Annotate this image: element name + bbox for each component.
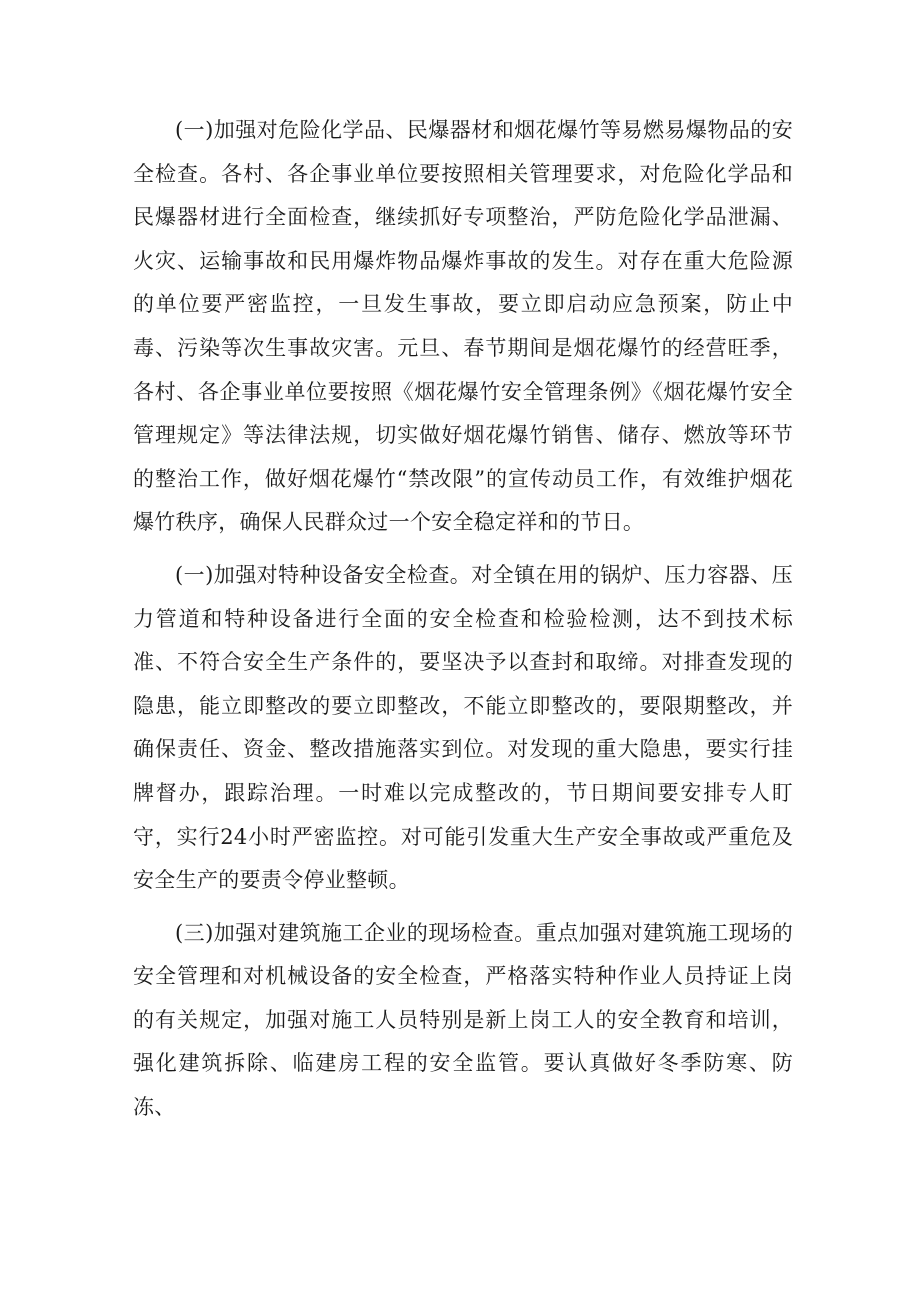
paragraph-hazardous-materials: (一)加强对危险化学品、民爆器材和烟花爆竹等易燃易爆物品的安全检查。各村、各企事业单位要按照相关管理要求，对危险化学品和民爆器材进行全面检查，继续抓好专项整治，严防危险化学品泄漏、火灾、运输事故和民用爆炸物品爆炸事故的发生。对存在重大危险源的单位要严密监控，一旦发生事故，要立即启动应急预案，防止中毒、污染等次生事故灾害。元旦、春节期间是烟花爆竹的经营旺季，各村、各企事业单位要按照《烟花爆竹安全管理条例》《烟花爆竹安全管理规定》等法律法规，切实做好烟花爆竹销售、储存、燃放等环节的整治工作，做好烟花爆竹“禁改限”的宣传动员工作，有效维护烟花爆竹秩序，确保人民群众过一个安全稳定祥和的节日。 [133,118,793,535]
paragraph-special-equipment: (一)加强对特种设备安全检查。对全镇在用的锅炉、压力容器、压力管道和特种设备进行全面的安全检查和检验检测，达不到技术标准、不符合安全生产条件的，要坚决予以查封和取缔。对排查发现的隐患，能立即整改的要立即整改，不能立即整改的，要限期整改，并确保责任、资金、整改措施落实到位。对发现的重大隐患，要实行挂牌督办，跟踪治理。一时难以完成整改的，节日期间要安排专人盯守，实行24小时严密监控。对可能引发重大生产安全事故或严重危及安全生产的要责令停业整顿。 [133,562,793,893]
paragraph-construction-sites: (三)加强对建筑施工企业的现场检查。重点加强对建筑施工现场的安全管理和对机械设备的安全检查，严格落实特种作业人员持证上岗的有关规定，加强对施工人员特别是新上岗工人的安全教育和培训，强化建筑拆除、临建房工程的安全监管。要认真做好冬季防寒、防冻、 [133,920,793,1120]
document-body [133,109,793,1130]
